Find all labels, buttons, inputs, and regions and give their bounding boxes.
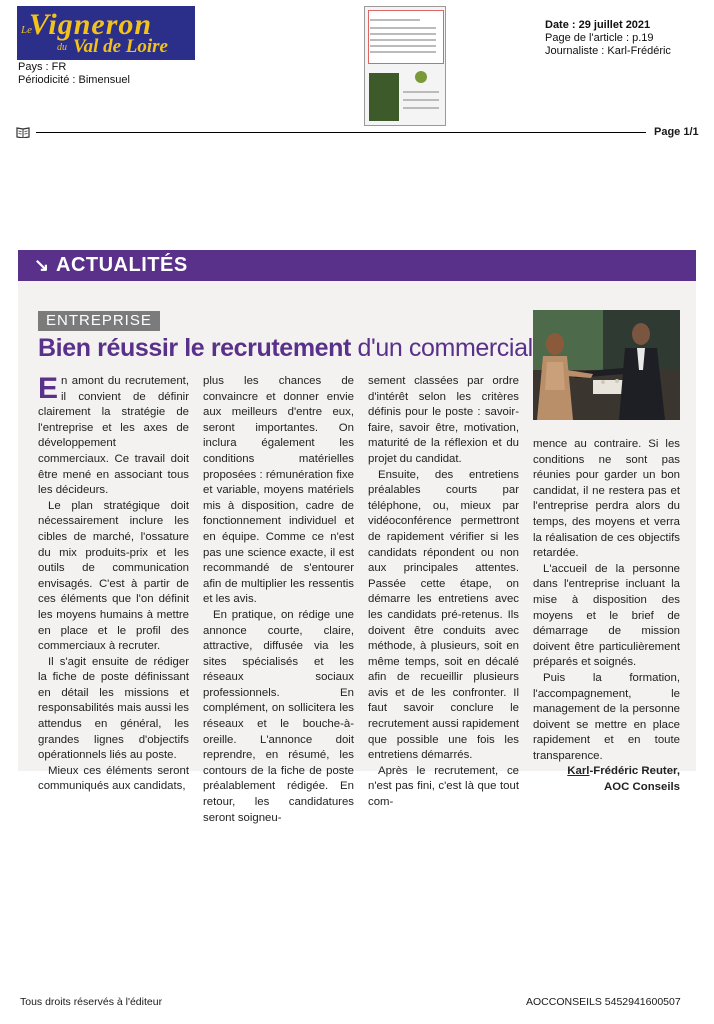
meta-pays: Pays : FR	[18, 61, 67, 73]
header-rule	[36, 132, 646, 133]
thumbnail-line	[370, 51, 436, 53]
paragraph: En pratique, on rédige une annonce courte, claire, attractive, diffusée via les sites spécialisés et les réseaux sociaux professionnels. En complément, on sollicitera les réseaux et le bouche-à-oreille. L'annonce doit reprendre, en résumé, les contours de la fiche de poste préalablement rédigée. En retour, les candidatures seront soigneu-	[203, 608, 354, 824]
paragraph: Mieux ces éléments seront communiqués aux candidats,	[38, 764, 189, 793]
paragraph: Puis la formation, l'accompagnement, le management de la personne doivent se mettre en place rapidement et en toute transparence.	[533, 671, 680, 762]
thumbnail-logo	[415, 71, 427, 83]
meta-date: Date : 29 juillet 2021	[545, 19, 651, 31]
thumbnail-line	[370, 45, 436, 47]
section-title: ACTUALITÉS	[56, 254, 188, 276]
signature-underlined: Karl	[567, 765, 590, 778]
footer-reference: AOCCONSEILS 5452941600507	[526, 996, 681, 1008]
thumbnail-line	[370, 33, 436, 35]
article-column-1	[38, 374, 189, 795]
headline-rest: d'un commercial	[350, 334, 533, 362]
thumbnail-line	[370, 19, 420, 21]
headline-bold: Bien réussir le recrutement	[38, 334, 351, 362]
page-thumbnail	[364, 6, 446, 126]
signature-rest: -Frédéric Reuter,	[589, 765, 680, 778]
meta-periodicite: Périodicité : Bimensuel	[18, 74, 130, 86]
paragraph: Après le recrutement, ce n'est pas fini, c'est là que tout com-	[368, 764, 519, 809]
logo-word-val-de-loire: Val de Loire	[73, 36, 168, 57]
paragraph: L'accueil de la personne dans l'entreprise incluant la mise à disposition des moyens et le brief de démarrage de mission doivent être particulièrement préparés et soignés.	[533, 562, 680, 669]
thumbnail-line	[403, 99, 439, 101]
paragraph: Le plan stratégique doit nécessairement inclure les cibles de marché, l'ossature du mix produits-prix et les outils de communication envisagés. C'est à partir de ces éléments que l'on définit les moyens humains à mettre en place et le profil des commerciaux à recruter.	[38, 499, 189, 653]
page-count: Page 1/1	[654, 126, 699, 138]
paragraph: plus les chances de convaincre et donner envie aux meilleurs d'entre eux, seront importantes. On inclura également les conditions matérielles proposées : rémunération fixe et variable, moyens matériels mis à disposition, cadre de fonctionnement individuel et en équipe. Comme ce n'est pas une science exacte, il est recommandé de s'entourer afin de multiplier les ressentis et les avis.	[203, 375, 354, 606]
article-photo	[533, 310, 680, 420]
thumbnail-line	[403, 91, 439, 93]
drop-cap: E	[38, 372, 59, 405]
article-column-2	[203, 374, 354, 826]
publication-logo	[17, 6, 195, 60]
article-column-3	[368, 374, 519, 811]
book-icon	[16, 126, 30, 138]
paragraph: sement classées par ordre d'intérêt selon les critères définis pour le poste : savoir-faire, savoir être, motivation, maturité de la réflexion et du projet du candidat.	[368, 375, 519, 465]
logo-word-vigneron: Vigneron	[29, 8, 153, 41]
signature-name	[533, 764, 680, 780]
thumbnail-line	[370, 27, 436, 29]
footer-rights: Tous droits réservés à l'éditeur	[20, 996, 163, 1008]
signature-org: AOC Conseils	[604, 781, 680, 794]
paragraph: Il s'agit ensuite de rédiger la fiche de poste définissant en détail les missions et responsabilités mais aussi les attendus en général, les grandes lignes d'objectifs opérationnels liés au poste.	[38, 655, 189, 762]
thumbnail-photo	[369, 73, 399, 121]
logo-du: du	[57, 42, 67, 53]
thumbnail-line	[370, 39, 436, 41]
section-bar	[18, 250, 696, 281]
article-column-4	[533, 437, 680, 796]
arrow-icon: ↘	[34, 255, 50, 275]
paragraph: Ensuite, des entretiens préalables courts par téléphone, ou, mieux par vidéoconférence permettront de rapidement vérifier si les candidats répondent ou non aux principales attentes. Passée cette étape, on démarre les entretiens avec les candidats pré-retenus. Ils doivent être conduits avec méthode, à plusieurs, soit en même temps, soit en décalé afin de recueillir plusieurs avis et de les confronter. Il faut savoir conclure le recrutement aussi rapidement que possible une fois les entretiens démarrés.	[368, 468, 519, 762]
article-headline	[38, 334, 533, 363]
paragraph-text: n amont du recrutement, il convient de définir clairement la stratégie de l'entreprise et les axes de développement commerciaux. Ce travail doit être mené en associant tous les décideurs.	[38, 375, 189, 497]
meta-page-article: Page de l'article : p.19	[545, 32, 654, 44]
thumbnail-line	[403, 107, 439, 109]
paragraph	[38, 374, 189, 499]
paragraph: mence au contraire. Si les conditions ne sont pas réunies pour garder un bon candidat, il ne restera pas et l'entreprise perdra alors du temps, des moyens et verra la réalisation de ces objectifs retardée.	[533, 438, 680, 560]
logo-le: Le	[21, 24, 32, 36]
article-kicker: ENTREPRISE	[38, 311, 160, 331]
meta-journaliste: Journaliste : Karl-Frédéric	[545, 45, 671, 57]
